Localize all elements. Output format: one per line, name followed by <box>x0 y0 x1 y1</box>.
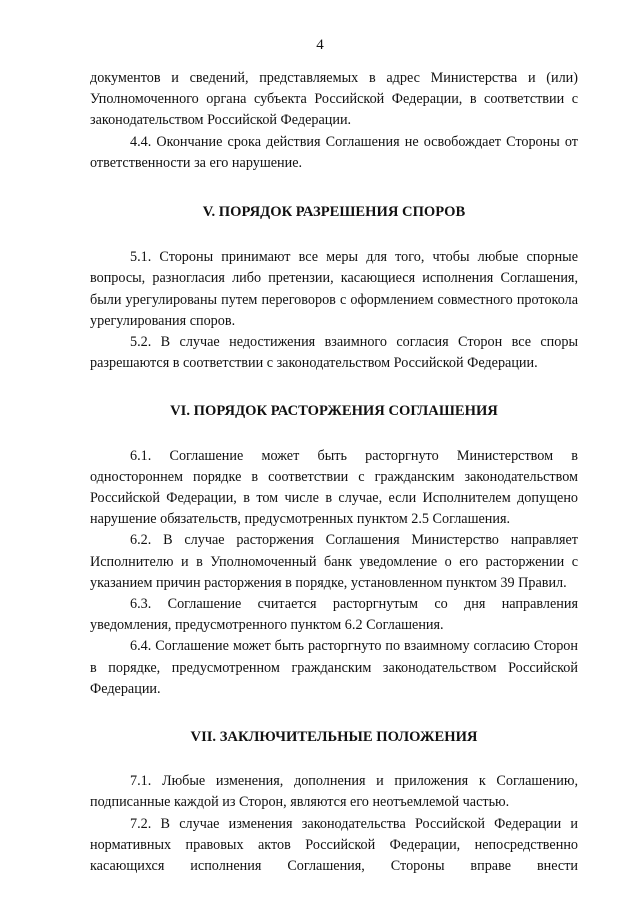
paragraph-6-2: 6.2. В случае расторжения Соглашения Министерство направляет Исполнителю и в Уполномоченный банк уведомление о его расторжении с указанием причин расторжения в порядке, установленном пунктом 39 Правил. <box>90 532 578 591</box>
paragraph-documents-continuation: документов и сведений, представляемых в адрес Министерства и (или) Уполномоченного органа субъекта Российской Федерации, в соответствии с законодательством Российской Федерации. <box>90 70 578 129</box>
page-number: 4 <box>316 37 324 53</box>
paragraph-6-3: 6.3. Соглашение считается расторгнутым со дня направления уведомления, предусмотренного пунктом 6.2 Соглашения. <box>90 596 578 634</box>
document-body <box>90 68 578 877</box>
paragraph-7-2: 7.2. В случае изменения законодательства Российской Федерации и нормативных правовых актов Российской Федерации, непосредственно касающихся исполнения Соглашения, Стороны вправе внести <box>90 815 578 875</box>
paragraph-5-2: 5.2. В случае недостижения взаимного согласия Сторон все споры разрешаются в соответствии с законодательством Российской Федерации. <box>90 334 578 372</box>
section-heading-vii: VII. ЗАКЛЮЧИТЕЛЬНЫЕ ПОЛОЖЕНИЯ <box>190 729 478 746</box>
paragraph-6-4: 6.4. Соглашение может быть расторгнуто по взаимному согласию Сторон в порядке, предусмотренном гражданским законодательством Российской Федерации. <box>90 638 578 697</box>
paragraph-5-1: 5.1. Стороны принимают все меры для того, чтобы любые спорные вопросы, разногласия либо претензии, касающиеся исполнения Соглашения, были урегулированы путем переговоров с оформлением совместного протокола урегулирования споров. <box>90 249 578 329</box>
section-heading-vi: VI. ПОРЯДОК РАСТОРЖЕНИЯ СОГЛАШЕНИЯ <box>170 403 498 420</box>
paragraph-6-1: 6.1. Соглашение может быть расторгнуто Министерством в одностороннем порядке в соответствии с гражданским законодательством Российской Федерации, в том числе в случае, если Исполнителем допущено нарушение обязательств, предусмотренных пунктом 2.5 Соглашения. <box>90 447 578 528</box>
section-heading-v: V. ПОРЯДОК РАЗРЕШЕНИЯ СПОРОВ <box>202 204 466 221</box>
paragraph-4-4: 4.4. Окончание срока действия Соглашения не освобождает Стороны от ответственности за его нарушение. <box>90 133 578 171</box>
paragraph-7-1: 7.1. Любые изменения, дополнения и приложения к Соглашению, подписанные каждой из Сторон, являются его неотъемлемой частью. <box>90 773 578 811</box>
